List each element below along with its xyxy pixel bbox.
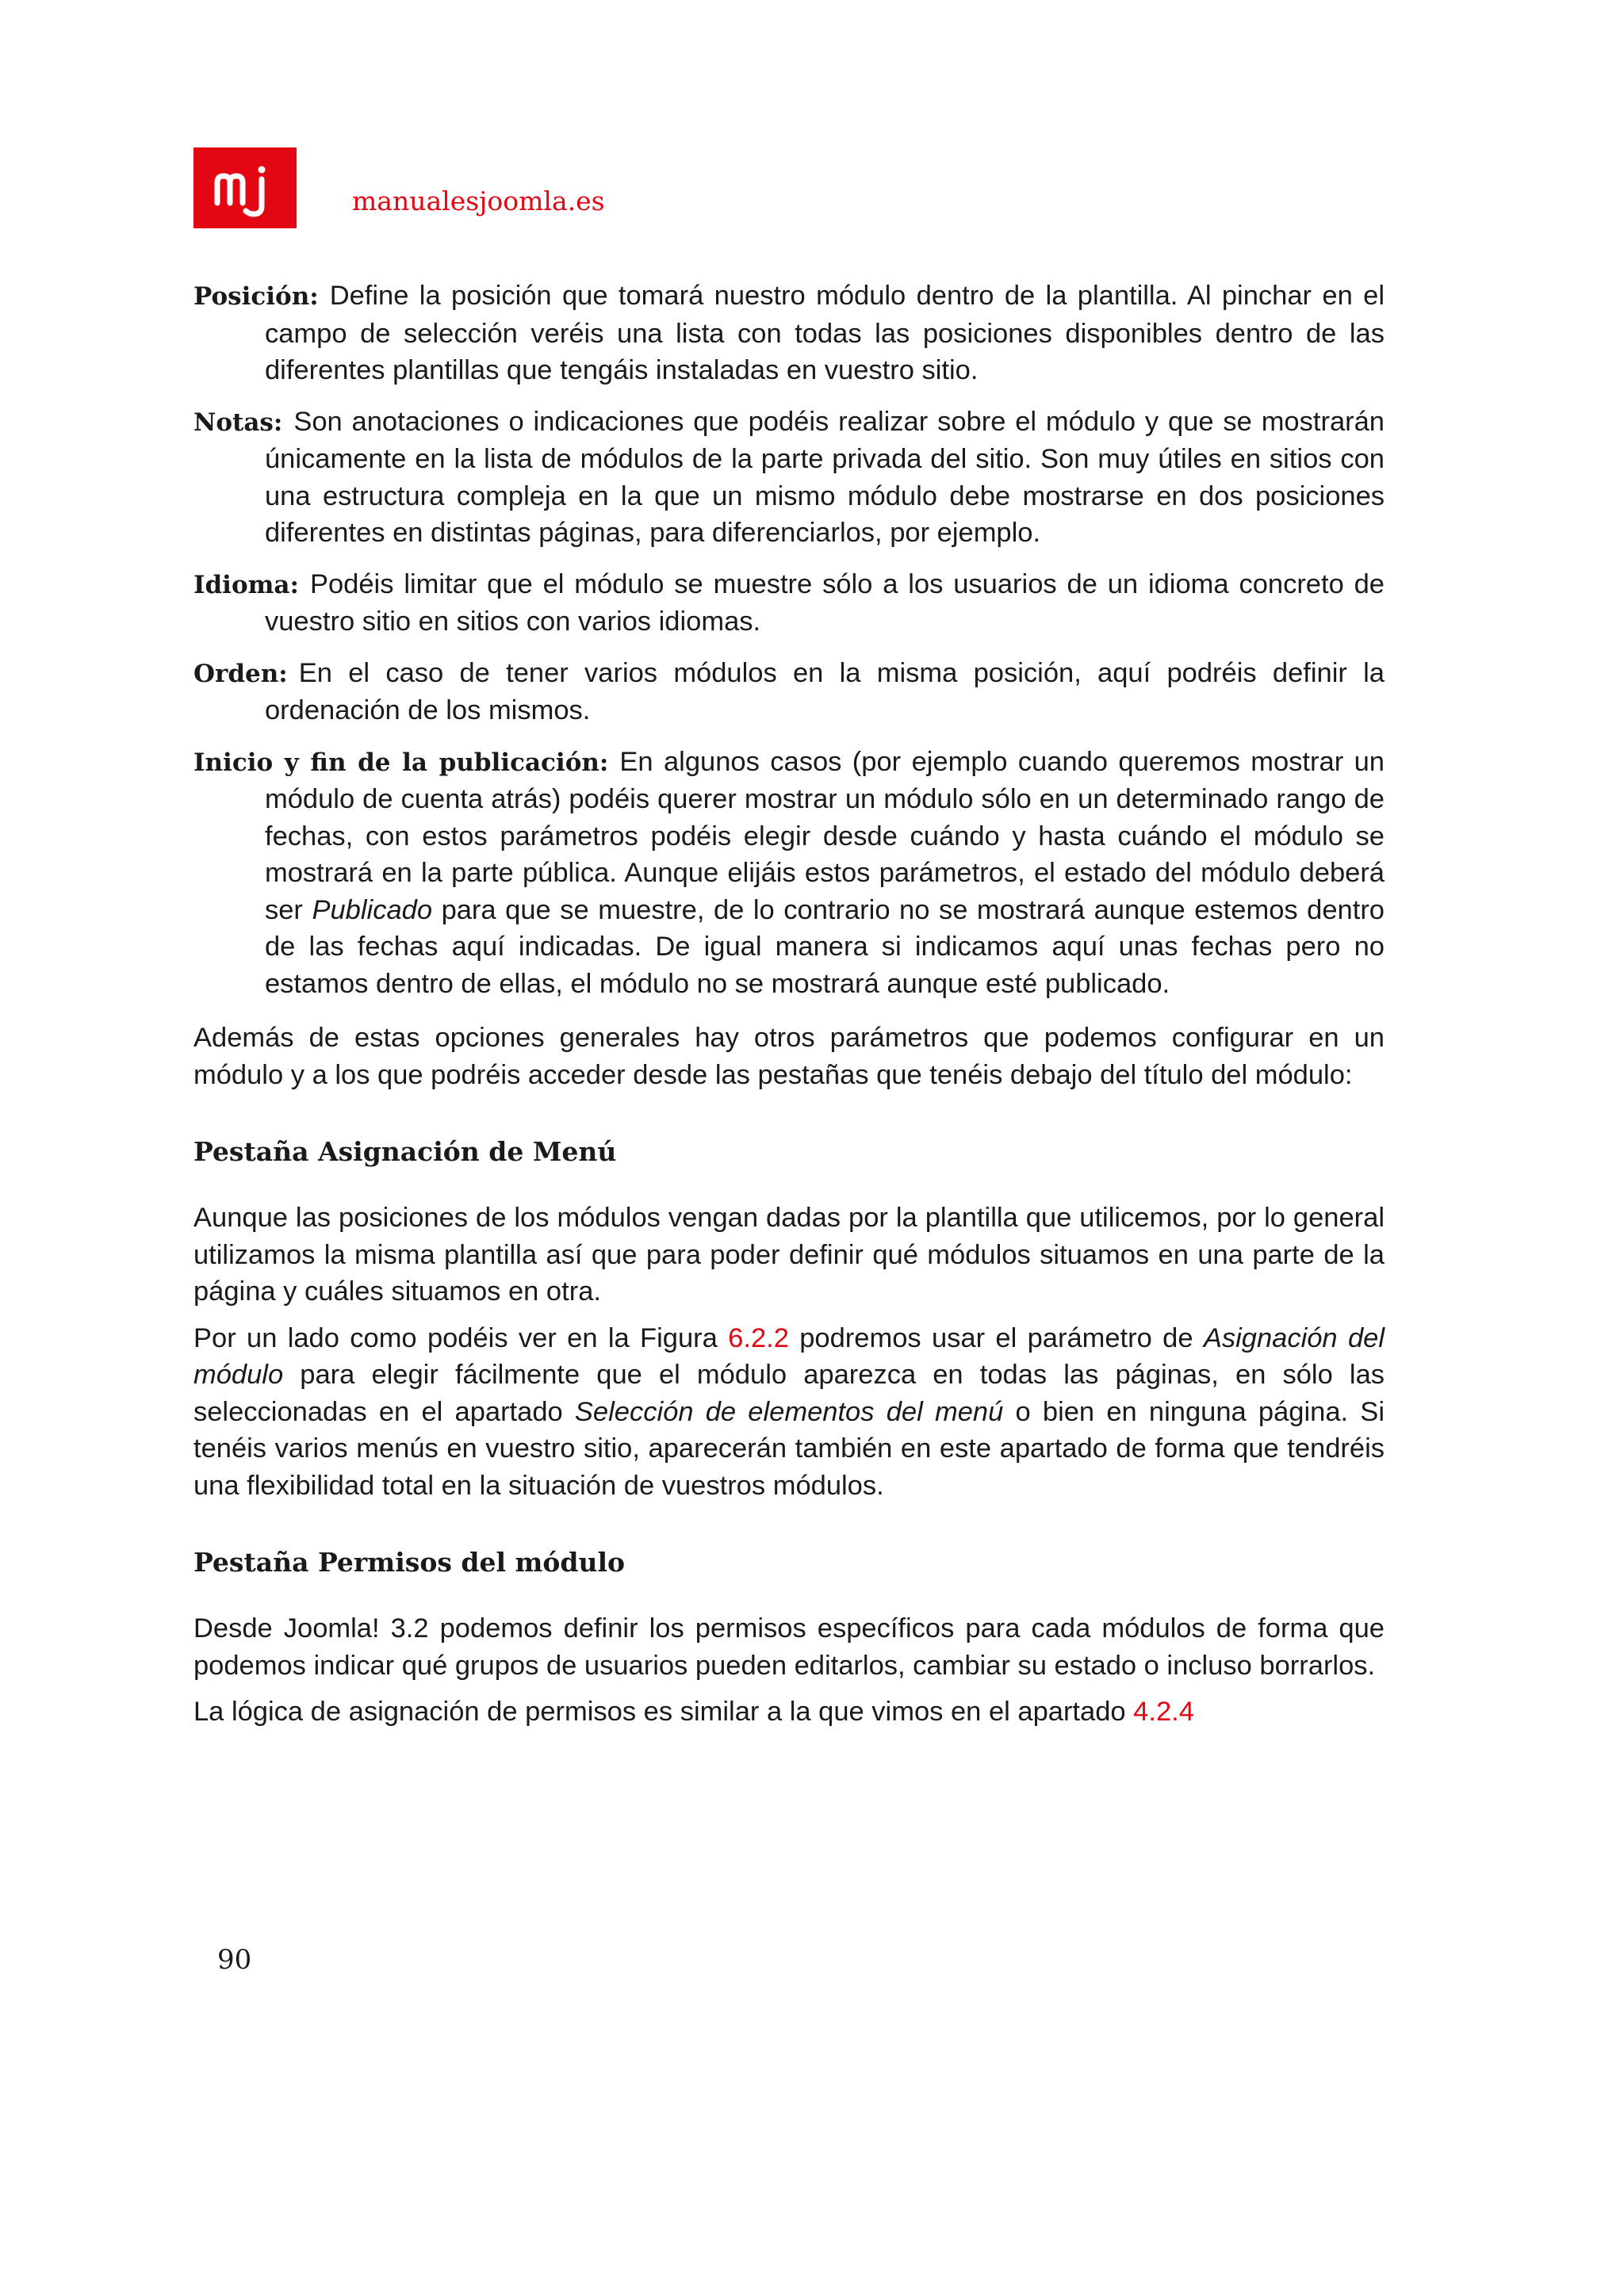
definition-text: En algunos casos (por ejemplo cuando queremos mostrar un módulo de cuenta atrás) podéis querer mostrar un módulo sólo en un determinado rango de fechas, con estos parámetros podéis elegir desde cuándo y hasta cuándo el módulo se mostrará en la parte pública. Aunque elijáis estos parámetros, el estado del módulo deberá ser <box>265 746 1385 925</box>
definition-text: En el caso de tener varios módulos en la misma posición, aquí podréis definir la ordenación de los mismos. <box>265 657 1385 725</box>
figure-link[interactable]: 6.2.2 <box>728 1322 789 1353</box>
permisos-paragraph-2 <box>193 1693 1385 1731</box>
section-heading-permisos: Pestaña Permisos del módulo <box>193 1547 626 1578</box>
emphasis-publicado: Publicado <box>312 894 433 925</box>
emphasis-seleccion: Selección de elementos del menú <box>574 1396 1004 1427</box>
text-run: o bien en ninguna página. Si tenéis varios menús en vuestro sitio, aparecerán también en este apartado de forma que tendréis una flexibilidad total en la situación de vuestros módulos. <box>193 1396 1385 1501</box>
page-body <box>193 277 1385 1740</box>
menu-paragraph-1: Aunque las posiciones de los módulos vengan dadas por la plantilla que utilicemos, por lo general utilizamos la misma plantilla así que para poder definir qué módulos situamos en una parte de la página y cuáles situamos en otra. <box>193 1203 1385 1307</box>
definition-item-notas <box>193 404 1385 552</box>
text-run: podremos usar el parámetro de <box>799 1322 1193 1353</box>
intro-paragraph: Además de estas opciones generales hay otros parámetros que podemos configurar en un módulo y a los que podréis acceder desde las pestañas que tenéis debajo del título del módulo: <box>193 1023 1385 1090</box>
definition-text: Podéis limitar que el módulo se muestre sólo a los usuarios de un idioma concreto de vuestro sitio en sitios con varios idiomas. <box>265 568 1385 637</box>
site-name[interactable]: manualesjoomla.es <box>352 186 605 216</box>
text-run: Por un lado como podéis ver en la Figura <box>193 1322 718 1353</box>
text-run: para elegir fácilmente que el módulo aparezca en todas las páginas, en sólo las seleccionadas en el apartado <box>193 1360 1385 1427</box>
text-run: La lógica de asignación de permisos es similar a la que vimos en el apartado <box>193 1697 1126 1727</box>
mj-logo-icon <box>193 147 297 228</box>
section-link[interactable]: 4.2.4 <box>1133 1697 1194 1727</box>
page-number: 90 <box>217 1944 252 1976</box>
permisos-paragraph-1: Desde Joomla! 3.2 podemos definir los permisos específicos para cada módulos de forma que podemos indicar qué grupos de usuarios pueden editarlos, cambiar su estado o incluso borrarlos. <box>193 1613 1385 1681</box>
definition-term: Notas: <box>193 408 283 437</box>
menu-paragraph-2 <box>193 1320 1385 1505</box>
definition-item-publicacion <box>193 744 1385 1003</box>
definition-item-orden <box>193 655 1385 729</box>
definition-text: Define la posición que tomará nuestro módulo dentro de la plantilla. Al pinchar en el campo de selección veréis una lista con todas las posiciones disponibles dentro de las diferentes plantillas que tengáis instaladas en vuestro sitio. <box>265 281 1385 385</box>
page-header <box>193 147 1385 227</box>
definition-text-continued: para que se muestre, de lo contrario no se mostrará aunque estemos dentro de las fechas aquí indicadas. De igual manera si indicamos aquí unas fechas pero no estamos dentro de ellas, el módulo no se mostrará aunque esté publicado. <box>265 894 1385 999</box>
definition-text: Son anotaciones o indicaciones que podéis realizar sobre el módulo y que se mostrarán únicamente en la lista de módulos de la parte privada del sitio. Son muy útiles en sitios con una estructura compleja en la que un mismo módulo debe mostrarse en dos posiciones diferentes en distintas páginas, para diferenciarlos, por ejemplo. <box>265 406 1385 548</box>
manualesjoomla-logo <box>193 147 297 228</box>
definition-term: Orden: <box>193 659 288 688</box>
definition-term: Idioma: <box>193 570 299 599</box>
definition-item-posicion <box>193 277 1385 389</box>
definition-item-idioma <box>193 566 1385 641</box>
definition-term: Posición: <box>193 282 319 311</box>
definition-term: Inicio y fin de la publicación: <box>193 748 609 777</box>
emphasis-asignacion: Asignación del módulo <box>193 1322 1385 1390</box>
section-heading-menu: Pestaña Asignación de Menú <box>193 1136 617 1167</box>
